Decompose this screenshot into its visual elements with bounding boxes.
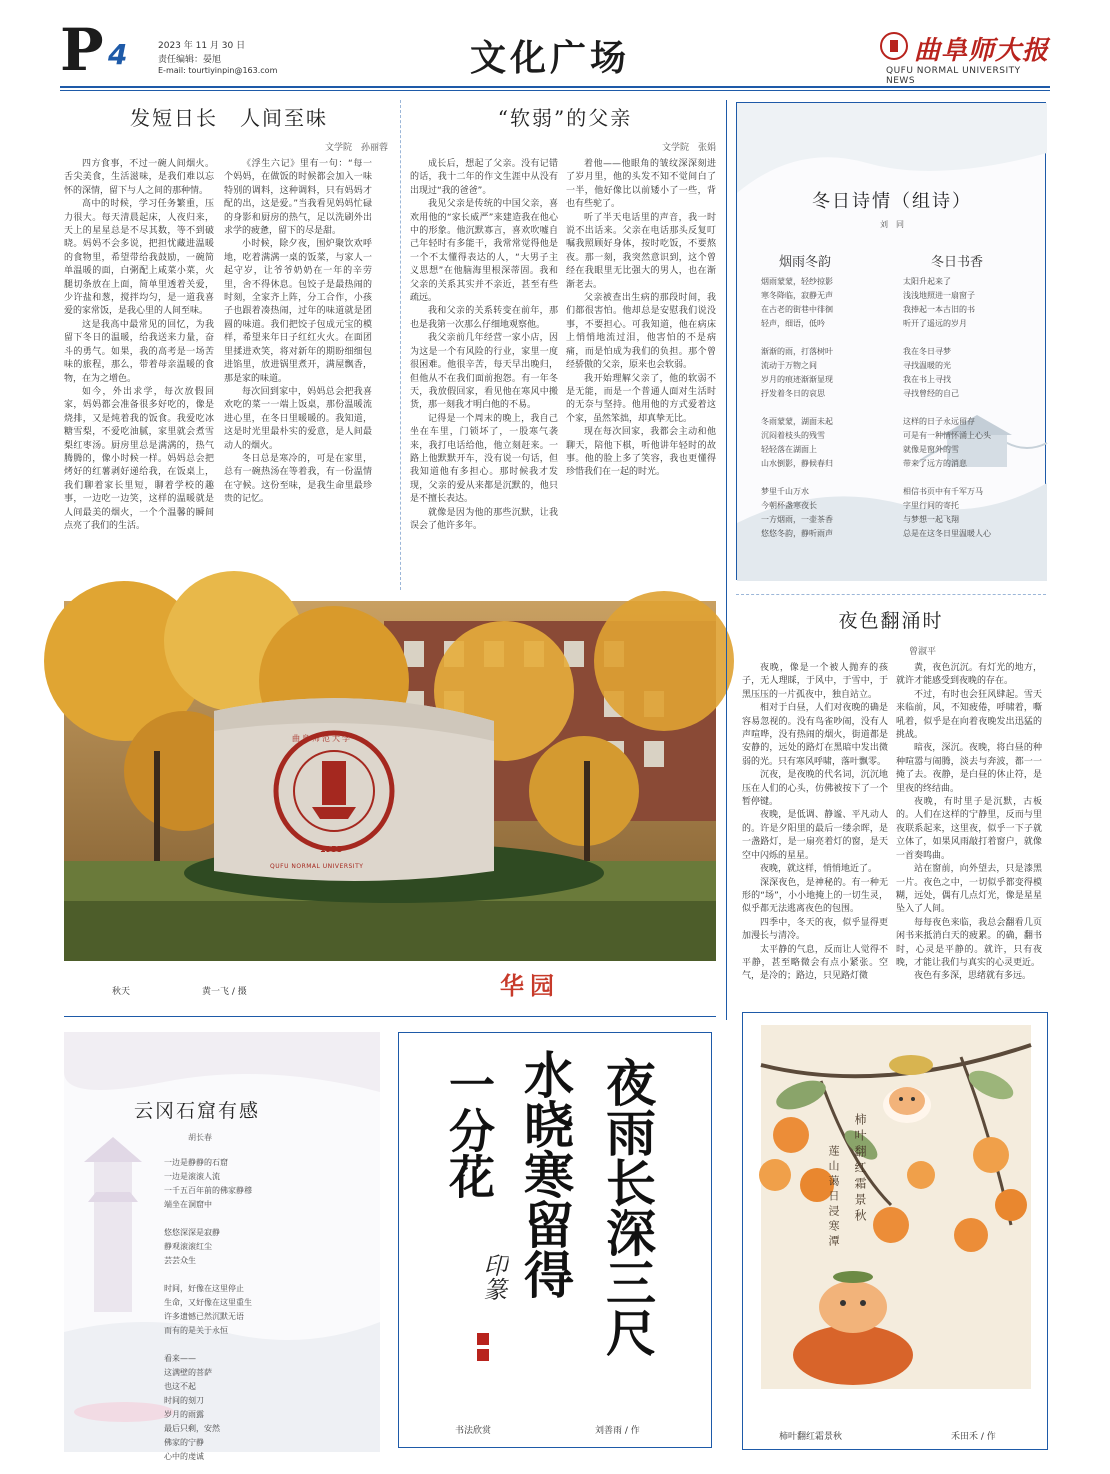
poem-line: 时间，好像在这里停止: [164, 1284, 244, 1293]
photo-rule: [64, 1016, 716, 1017]
poem-line: 寻找温暖的光: [903, 361, 951, 370]
stone-name-en: QUFU NORMAL UNIVERSITY: [270, 863, 364, 870]
poem-line: 带来了远方的消息: [903, 459, 967, 468]
paragraph: 太平静的气息，反而让人觉得不平静，甚至略微会有点小紧张。空气，是冷的；路边，只见路灯微: [742, 944, 888, 982]
header-date: 2023 年 11 月 30 日: [158, 41, 246, 51]
poem-line: 我在书上寻找: [903, 375, 951, 384]
poem-line: 悠悠冬韵，静听雨声: [761, 529, 833, 538]
paper-name-en: QUFU NORMAL UNIVERSITY NEWS: [886, 66, 1021, 86]
paragraph: 冬日总是寒冷的，可是在家里，总有一碗热汤在等着我，有一份温情在守候。这份至味，是我生命里最珍贵的记忆。: [224, 453, 372, 505]
article3-byline: 曾淑平: [908, 647, 936, 657]
calligraphy-signature: 印篆: [479, 1253, 507, 1301]
article1-byline: 文学院 孙丽蓉: [324, 143, 388, 153]
article2-byline: 文学院 张娟: [661, 143, 716, 153]
poem-line: 这样的日子永远留存: [903, 417, 975, 426]
poem-line: 心中的虔诚: [164, 1452, 204, 1461]
article2-title: “软弱”的父亲: [497, 106, 633, 130]
poem-line: 而有的是关于永恒: [164, 1326, 228, 1335]
poem-line: 字里行间的寄托: [903, 501, 959, 510]
section-banner: 华园: [500, 971, 560, 1000]
poem-line: 轻轻落在湖面上: [761, 445, 817, 454]
poem-line: 时间的刻刀: [164, 1396, 204, 1405]
calligraphy-caption-title: 书法欣赏: [455, 1426, 492, 1436]
article1-title: 发短日长 人间至味: [130, 106, 328, 130]
painting: [761, 1025, 1031, 1389]
article3-title: 夜色翻涌时: [838, 610, 944, 632]
poem-line: 总是在这冬日里温暖人心: [903, 529, 991, 538]
campus-photo: [64, 601, 716, 961]
paragraph: 着他——他眼角的皱纹深深刻进了岁月里，他的头发不知不觉间白了一半，他好像比以前矮小了一些，背也有些驼了。: [566, 159, 716, 210]
poem2-body: [164, 1156, 364, 1464]
poem-right-body: [903, 275, 1039, 541]
paragraph: 现在每次回家，我都会主动和他聊天，陪他下棋，听他讲年轻时的故事。他的脸上多了笑容，我也更懂得珍惜我们在一起的时光。: [566, 427, 716, 478]
poem-left-body: [761, 275, 891, 541]
poem-line: 静观滚滚红尘: [164, 1242, 212, 1251]
section-title: 文化广场: [470, 37, 631, 79]
poem-line: 我在冬日寻梦: [903, 347, 951, 356]
poem2-title: 云冈石窟有感: [134, 1100, 261, 1122]
poem-line: 渐渐的雨，打落树叶: [761, 347, 833, 356]
article2-col1: [410, 158, 558, 586]
painting-caption-title: 柿叶翻红霜景秋: [779, 1432, 843, 1442]
poem-line: 许多遗憾已然沉默无语: [164, 1312, 244, 1321]
paragraph: 记得是一个周末的晚上，我自己坐在车里，门锁坏了，一股寒气袭来，我打电话给他，他立刻赶来。一路上他默默开车，没有说一句话，但我知道他有多担心。那时候我才发现，父亲的爱从来都是沉默的，他只是不擅长表达。: [410, 413, 558, 505]
poem-line: 烟雨蒙蒙，轻纱掠影: [761, 277, 833, 286]
poem-line: [164, 1268, 364, 1282]
article3-col2: [896, 662, 1042, 1002]
seal-stamp-icon: [477, 1349, 489, 1361]
paragraph: 夜晚，像是一个被人抛弃的孩子，无人理睬，于风中，于雪中，于黑压压的一片孤夜中，独自站立。: [742, 663, 888, 700]
poem-line: 一方烟雨，一壶茶香: [761, 515, 833, 524]
poem-line: 山水倒影，静候春归: [761, 459, 833, 468]
paper-name: 曲阜师大报: [914, 36, 1050, 66]
article3-top-rule: [736, 594, 1046, 595]
paragraph: 听了半天电话里的声音，我一时说不出话来。父亲在电话那头反复叮嘱我照顾好身体，按时吃饭，不要熬夜。那一刻，我突然意识到，这个曾经在我眼里无比强大的男人，也在渐渐老去。: [566, 212, 716, 290]
poem-line: 与梦想一起飞翔: [903, 515, 959, 524]
poem-line: 看来——: [164, 1354, 196, 1363]
poem-line: 浅浅地照进一扇窗子: [903, 291, 975, 300]
poem-line: [761, 331, 891, 345]
poem-line: 今朝杯盏寒夜长: [761, 501, 817, 510]
paragraph: 这是我高中最常见的回忆，为我留下冬日的温暖，给我送来力量，奋斗的勇气。如果，我的高考是一场苦味的旅程，那么，带着母亲温暖的食物，在为之增色。: [64, 319, 214, 384]
poem-line: 流动于万物之间: [761, 361, 817, 370]
poem-line: [164, 1212, 364, 1226]
poem-group-box: [736, 102, 1046, 580]
page-header: [60, 16, 1050, 86]
poem-line: 佛家的宁静: [164, 1438, 204, 1447]
poem-line: 我捧起一本古旧的书: [903, 305, 975, 314]
poem-line: 一边是滚滚人流: [164, 1172, 220, 1181]
paragraph: 每次回到家中，妈妈总会把我喜欢吃的菜一一端上饭桌，那份温暖流进心里，在冬日里暖暖的。我知道，这是时光里最朴实的爱意，是人间最动人的烟火。: [224, 386, 372, 451]
poem-line: 就像是窗外的雪: [903, 445, 959, 454]
paragraph: 不过，有时也会狂风肆起。雪天来临前，风，不知疲倦，呼啸着，嘶吼着，似乎是在向着夜晚发出迅猛的挑战。: [896, 689, 1042, 741]
paragraph: 我和父亲的关系转变在前年，那也是我第一次那么仔细地观察他。: [410, 306, 558, 330]
poem-line: 太阳升起来了: [903, 277, 951, 286]
poem-line: 芸芸众生: [164, 1256, 196, 1265]
paragraph: 成长后，想起了父亲。没有记错的话，我十二年的作文生涯中从没有出现过“我的爸爸”。: [410, 159, 558, 196]
paragraph: 父亲被查出生病的那段时间，我们都很害怕。他却总是安慰我们说没事，不要担心。可我知道，他在病床上悄悄地流过泪，他害怕的不是病痛，而是怕成为我们的负担。那个曾经骄傲的父亲，原来也会软弱。: [566, 293, 716, 371]
poem-line: 岁月的雨露: [164, 1410, 204, 1419]
paragraph: 如今，外出求学，每次放假回家，妈妈都会准备很多好吃的，像是烧排，又是炖着我的饭食。我爱吃冰糖雪梨，不爱吃油腻，家里就会煮雪梨红枣汤。厨房里总是满满的，热气腾腾的，像小时候一样。妈妈总会把烤好的红薯剥好递给我，在饭桌上，我们聊着家长里短，聊着学校的趣事，一边吃一边笑，这样的温暖就是人间最美的烟火，一个个温馨的瞬间点亮了我们的生活。: [64, 386, 214, 531]
stone-year: 1955: [320, 845, 343, 854]
poem-line: 也这不起: [164, 1382, 196, 1391]
poem2-box: [64, 1032, 380, 1461]
stone-name: 曲阜师范大学: [292, 734, 352, 743]
poem-line: 这满壁的菩萨: [164, 1368, 212, 1377]
paragraph: 夜晚，就这样，悄悄地近了。: [760, 864, 878, 875]
paragraph: 夜晚，是低调、静谧、平凡动人的。许是夕阳里的最后一缕余晖，是一盏路灯，是一扇亮着灯的窗，是天空中闪烁的星星。: [742, 810, 888, 861]
painting-inscription-2: 莲山蔼日浸寒潭: [827, 1145, 840, 1250]
paragraph: 《浮生六记》里有一句：“每一个妈妈，在做饭的时候都会加入一味特别的调料，这种调料，只有妈妈才配的出，这是爱。”当我看见妈妈忙碌的身影和厨房的热气，足以洗刷外出求学的疲惫，留下的尽是甜。: [224, 159, 372, 237]
poem-line: 寒冬降临，寂静无声: [761, 291, 833, 300]
persimmon-cat-illustration: [761, 1025, 1031, 1389]
article3-col1: [742, 662, 888, 1002]
painting-inscription-1: 柿叶翻红霜景秋: [853, 1113, 867, 1225]
paragraph: 就像是因为他的那些沉默，让我误会了他许多年。: [410, 507, 558, 531]
calligraphy-col-left: 一分花: [442, 1061, 496, 1199]
paragraph: 高中的时候，学习任务繁重，压力很大。每天清晨起床，人夜归来，天上的星星总是不尽其数，等不到破晓。妈妈不会多说，把担忧藏进温暖的食物里，希望带给我鼓励，一碗简单温暖的面，白粥配上咸菜小菜，火腿切条放在上面，简单里透着关爱，少许盐和葱，搅拌均匀，是一道我喜爱的家常饭，是我心里的人间至味。: [64, 199, 214, 317]
header-email: E-mail: tourtiyinpin@163.com: [158, 66, 278, 75]
poem-line: 在古老的街巷中徘徊: [761, 305, 833, 314]
calligraphy-col-mid: 水晓寒留得: [516, 1049, 575, 1299]
poem-line: [903, 471, 1039, 485]
paragraph: 暗夜，深沉。夜晚，将白昼的种种喧嚣与闹腾，淡去与奔波，都一一掩了去。夜静，是白昼的休止符，是里夜的终结曲。: [896, 743, 1042, 794]
photo-caption-title: 秋天: [112, 987, 131, 997]
header-rule-thin: [60, 90, 1050, 91]
poem-group-author: 刘 同: [880, 220, 904, 229]
calligraphy-box: [398, 1032, 712, 1448]
poem-line: 最后只剩，安然: [164, 1424, 220, 1433]
poem-line: [164, 1338, 364, 1352]
paragraph: 站在窗前，向外望去，只是漆黑一片。夜色之中，一切似乎都变得模糊，远处，偶有几点灯光，像是星星坠入了人间。: [896, 864, 1042, 915]
poem-line: [761, 401, 891, 415]
poem-line: [761, 471, 891, 485]
paragraph: 我父亲前几年经营一家小店，因为这是一个有风险的行业，家里一度很困难。他很辛苦，每天早出晚归，但他从不在我们面前抱怨。有一年冬天，我放假回家，看见他在寒风中搬货，那一刻我才明白他的不易。: [410, 333, 558, 411]
poem-line: 梦里千山万水: [761, 487, 809, 496]
poem-right-title: 冬日书香: [931, 255, 984, 270]
paragraph: 黄，夜色沉沉。有灯光的地方，就许才能感受到夜晚的存在。: [896, 663, 1042, 687]
header-editor: 责任编辑：晏旭: [158, 55, 222, 65]
header-rule: [60, 86, 1050, 88]
poem-left-title: 烟雨冬韵: [779, 255, 832, 270]
article2-col2: [566, 158, 716, 586]
poem-line: 沉闷着枝头的残雪: [761, 431, 825, 440]
poem-line: 听开了遥远的岁月: [903, 319, 967, 328]
poem-line: 一边是静静的石窟: [164, 1158, 228, 1167]
poem2-author: 胡长春: [188, 1133, 212, 1142]
painting-caption-credit: 禾田禾 / 作: [951, 1432, 996, 1442]
paragraph: 我见父亲是传统的中国父亲，喜欢用他的“家长威严”来建造我在他心中的形象。他沉默寡言，喜欢吹嘘自己年轻时有多能干，我常常觉得他是一个不太懂得表达的人，“大男子主义思想”在他脑海里根深蒂固。我和父亲的关系其实并不亲近，甚至有些疏远。: [410, 199, 558, 304]
seal-stamp-icon: [477, 1333, 489, 1345]
article1-col1: [64, 158, 214, 586]
calligraphy-col-right: 夜雨长深三尺: [598, 1057, 657, 1357]
paragraph: 我开始理解父亲了，他的软弱不是无能，而是一个普通人面对生活时的无奈与坚持。他用他的方式爱着这个家，虽然笨拙，却真挚无比。: [566, 373, 716, 424]
page-number: 4: [108, 38, 128, 71]
poem-line: 端坐在洞窟中: [164, 1200, 212, 1209]
university-seal-icon: [880, 32, 908, 60]
poem-line: 悠悠深深是寂静: [164, 1228, 220, 1237]
paragraph: 深深夜色，是神秘的。有一种无形的“场”，小小地掩上的一切生灵，似乎都无法逃离夜色的包围。: [742, 877, 888, 915]
article1-col2: [224, 158, 372, 586]
poem-line: 寻找曾经的自己: [903, 389, 959, 398]
poem-line: 相信书页中有千军万马: [903, 487, 983, 496]
poem-line: 可是有一种情怀涌上心头: [903, 431, 991, 440]
campus-photo-illustration: [64, 601, 716, 961]
paragraph: 四方食事，不过一碗人间烟火。舌尖美食，生活滋味，是我们难以忘怀的深情，留下与人之间的那种情。: [64, 159, 214, 196]
poem-line: 生命，又好像在这里重生: [164, 1298, 252, 1307]
paragraph: 小时候，除夕夜，围炉聚饮欢呼地，吃着满满一桌的饭菜，与家人一起守岁，让爷爷奶奶在一年的辛劳里，舍不得休息。包饺子是最热闹的时刻，全家齐上阵，分工合作，小孩子也跟着凑热闹，过年的味道就是团圆的味道。我们把饺子包成元宝的模样，希望来年日子红红火火。在面团里揉进欢笑，将对新年的期盼细细包进馅里，放进锅里煮开，满屋飘香，那是家的味道。: [224, 239, 372, 384]
poem-line: 轻声，细语，低吟: [761, 319, 825, 328]
paragraph: 四季中，冬天的夜，似乎显得更加漫长与清冷。: [742, 917, 888, 942]
paragraph: 夜晚，有时里子是沉默，古板的。人们在这样的宁静里，反而与里夜联系起来，这里夜，似乎一下子就立体了，如果风雨敲打着窗户，就像一首奏鸣曲。: [896, 797, 1042, 861]
poem-line: [903, 401, 1039, 415]
poem-line: 一千五百年前的佛家静穆: [164, 1186, 252, 1195]
poem-line: 抒发着冬日的哀思: [761, 389, 825, 398]
calligraphy-caption-credit: 刘善雨 / 作: [595, 1426, 640, 1436]
page-letter: P: [60, 16, 104, 84]
poem-group-title: 冬日诗情（组诗）: [812, 191, 972, 212]
paragraph: 相对于白昼，人们对夜晚的确是容易忽视的。没有鸟雀吵闹，没有人声喧哗，没有热闹的烟火，街道都是安静的，远处的路灯在黑暗中发出微弱的光。只有寒风呼啸，落叶飘零。: [742, 703, 888, 767]
column-divider: [726, 100, 727, 1020]
column-divider: [400, 100, 401, 590]
poem-line: 冬雨蒙蒙，湖面未起: [761, 417, 833, 426]
poem-line: 岁月的痕迹渐渐显现: [761, 375, 833, 384]
paragraph: 沉夜，是夜晚的代名词，沉沉地压在人们的心头，仿佛被按下了一个暂停键。: [742, 770, 888, 808]
paragraph: 每每夜色来临，我总会翻看几页闲书来抵消白天的疲累。的确，翻书时，心灵是平静的。就许，只有夜晚，才能让我们与真实的心灵更近。: [896, 917, 1042, 968]
paragraph: 夜色有多深，思绪就有多远。: [914, 971, 1032, 982]
poem-line: [903, 331, 1039, 345]
painting-box: [742, 1012, 1048, 1450]
photo-caption-credit: 黄一飞 / 摄: [202, 987, 247, 997]
